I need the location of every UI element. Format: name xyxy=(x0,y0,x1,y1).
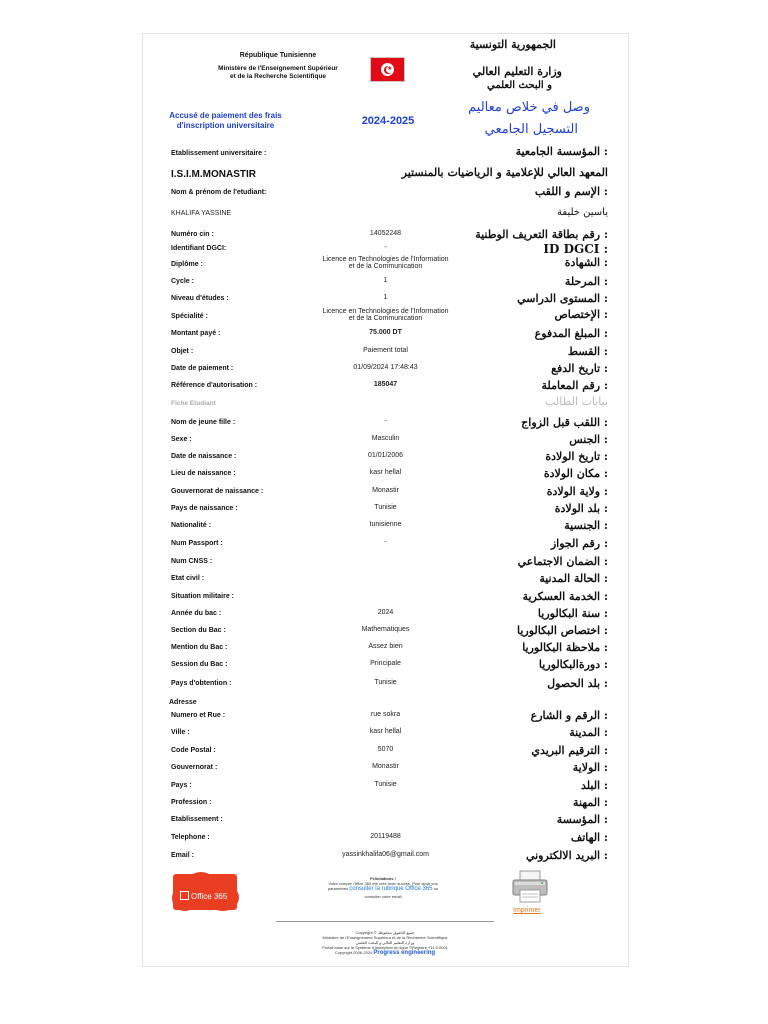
row-session-bac: Session du Bac : Principale : دورةالبكالوريا xyxy=(171,658,608,671)
copyright-ministry: Ministère de l'Enseignement Supérieur et de la Recherche Scientifique xyxy=(322,935,448,940)
row-cnss: Num CNSS : : الضمان الاجتماعي xyxy=(171,555,608,568)
fiche-etudiant-ar: بيانات الطالب xyxy=(545,395,608,408)
etab-label-fr: Etablissement universitaire : xyxy=(171,150,267,157)
row-numero-rue: Numero et Rue : rue sokra : الرقم و الشارع xyxy=(171,709,608,722)
row-gouvernorat-naissance: Gouvernorat de naissance : Monastir : ولاية الولادة xyxy=(171,485,608,498)
row-code-postal: Code Postal : 5070 : الترقيم البريدي xyxy=(171,744,608,757)
row-cycle: Cycle : 1 : المرحلة xyxy=(171,275,608,288)
row-cin: Numéro cin : 14052248 : رقم بطاقة التعريف الوطنية xyxy=(171,228,608,241)
office-text-4: consulter votre email xyxy=(364,894,402,899)
ar-ministry-2: و البحث العلمي xyxy=(487,80,552,91)
student-name-fr: KHALIFA YASSINE xyxy=(171,210,232,217)
fr-country: République Tunisienne xyxy=(239,52,317,59)
copyright-1: Copyright © جميع الحقوق محفوظة xyxy=(355,930,415,935)
student-label-fr: Nom & prénom de l'etudiant: xyxy=(171,189,267,196)
title-ar-2: التسجيل الجامعي xyxy=(484,122,578,137)
copyright-years: Copyright 2006-2024 Progress engineering xyxy=(334,950,436,956)
copyright-ministry-ar: وزارة التعليم العالي و البحث العلمي xyxy=(355,940,415,945)
row-date-paiement: Date de paiement : 01/09/2024 17:48:43 : تاريخ الدفع xyxy=(171,362,608,375)
etab-value-ar: المعهد العالي للإعلامية و الرياضيات بالمنستير xyxy=(401,166,608,179)
tunisia-flag-icon: ★ xyxy=(370,57,405,82)
adresse-title: Adresse xyxy=(169,699,197,706)
title-fr-2: d'inscription universitaire xyxy=(176,121,275,130)
student-label-ar: : الإسم و اللقب xyxy=(534,185,608,198)
row-passport: Num Passport : - : رقم الجواز xyxy=(171,537,608,550)
row-montant: Montant payé : 75.000 DT : المبلغ المدفوع xyxy=(171,327,608,340)
academic-year: 2024-2025 xyxy=(361,115,415,127)
office-congrats: Félicitations ! xyxy=(370,876,396,881)
row-objet: Objet : Paiement total : القسط xyxy=(171,345,608,358)
row-nom-jeune-fille: Nom de jeune fille : - : اللقب قبل الزواج xyxy=(171,416,608,429)
row-diplome: Diplôme : Licence en Technologies de l'Information et de la Communication : الشهادة xyxy=(171,256,608,270)
row-email: Email : yassinkhalifa06@gmail.com : البريد الالكتروني xyxy=(171,849,608,862)
row-lieu-naissance: Lieu de naissance : kasr hellal : مكان الولادة xyxy=(171,467,608,480)
row-etablissement: Etablissement : : المؤسسة xyxy=(171,813,608,826)
student-name-ar: ياسين خليفة xyxy=(557,207,608,218)
etab-value-fr: I.S.I.M.MONASTIR xyxy=(171,169,256,180)
row-gouvernorat: Gouvernorat : Monastir : الولاية xyxy=(171,761,608,774)
row-etat-civil: Etat civil : : الحالة المدنية xyxy=(171,572,608,585)
row-profession: Profession : : المهنة xyxy=(171,796,608,809)
row-nationalite: Nationalité : tunisienne : الجنسية xyxy=(171,519,608,532)
row-pays-naissance: Pays de naissance : Tunisie : بلد الولادة xyxy=(171,502,608,515)
etab-label-ar: : المؤسسة الجامعية xyxy=(515,145,608,158)
title-ar-1: وصل في خلاص معاليم xyxy=(468,100,590,115)
office365-logo-icon: Office 365 xyxy=(180,891,227,901)
row-sexe: Sexe : Masculin : الجنس xyxy=(171,433,608,446)
row-annee-bac: Année du bac : 2024 : سنة البكالوريا xyxy=(171,607,608,620)
office365-link[interactable]: consulter la rubrique Office 365 xyxy=(349,886,433,892)
office-text-2: paramètres consulter la rubrique Office 365 ou xyxy=(327,886,439,892)
row-specialite: Spécialité : Licence en Technologies de l'Information et de la Communication : الإختصاص xyxy=(171,308,608,322)
row-telephone: Telephone : 20119488 : الهاتف xyxy=(171,831,608,844)
receipt-page xyxy=(142,33,629,967)
progress-engineering-link[interactable]: Progress engineering xyxy=(373,950,436,956)
printer-icon[interactable] xyxy=(511,870,549,904)
row-ville: Ville : kasr hellal : المدينة xyxy=(171,726,608,739)
footer-divider xyxy=(276,921,494,922)
row-date-naissance: Date de naissance : 01/01/2006 : تاريخ الولادة xyxy=(171,450,608,463)
print-link[interactable]: Imprimer xyxy=(513,907,541,914)
row-niveau: Niveau d'études : 1 : المستوى الدراسي xyxy=(171,292,608,305)
ar-country: الجمهورية التونسية xyxy=(469,38,556,51)
row-reference: Référence d'autorisation : 185047 : رقم المعاملة xyxy=(171,379,608,392)
copyright-portal: Portail basé sur le Système d'inscription en ligne ©Registre +11.0.0001 xyxy=(322,945,448,950)
fiche-etudiant-fr: Fiche Etudiant xyxy=(171,400,216,407)
fr-ministry-2: et de la Recherche Scientifique xyxy=(229,73,327,80)
row-pays: Pays : Tunisie : البلد xyxy=(171,779,608,792)
row-mention-bac: Mention du Bac : Assez bien : ملاحظة البكالوريا xyxy=(171,641,608,654)
row-section-bac: Section du Bac : Mathematiques : اختصاص البكالوريا xyxy=(171,624,608,637)
fr-ministry: Ministère de l'Enseignement Supérieur xyxy=(218,65,338,72)
title-fr-1: Accusé de paiement des frais xyxy=(169,111,282,120)
row-dgci: Identifiant DGCI: - : ID DGCI xyxy=(171,242,608,256)
row-situation-militaire: Situation militaire : : الخدمة العسكرية xyxy=(171,590,608,603)
row-pays-obtention: Pays d'obtention : Tunisie : بلد الحصول xyxy=(171,677,608,690)
office-text-1: Votre compte Office 365 été crée avec succès. Pour avoir vos xyxy=(328,881,438,886)
ar-ministry: وزارة التعليم العالي xyxy=(472,65,562,78)
